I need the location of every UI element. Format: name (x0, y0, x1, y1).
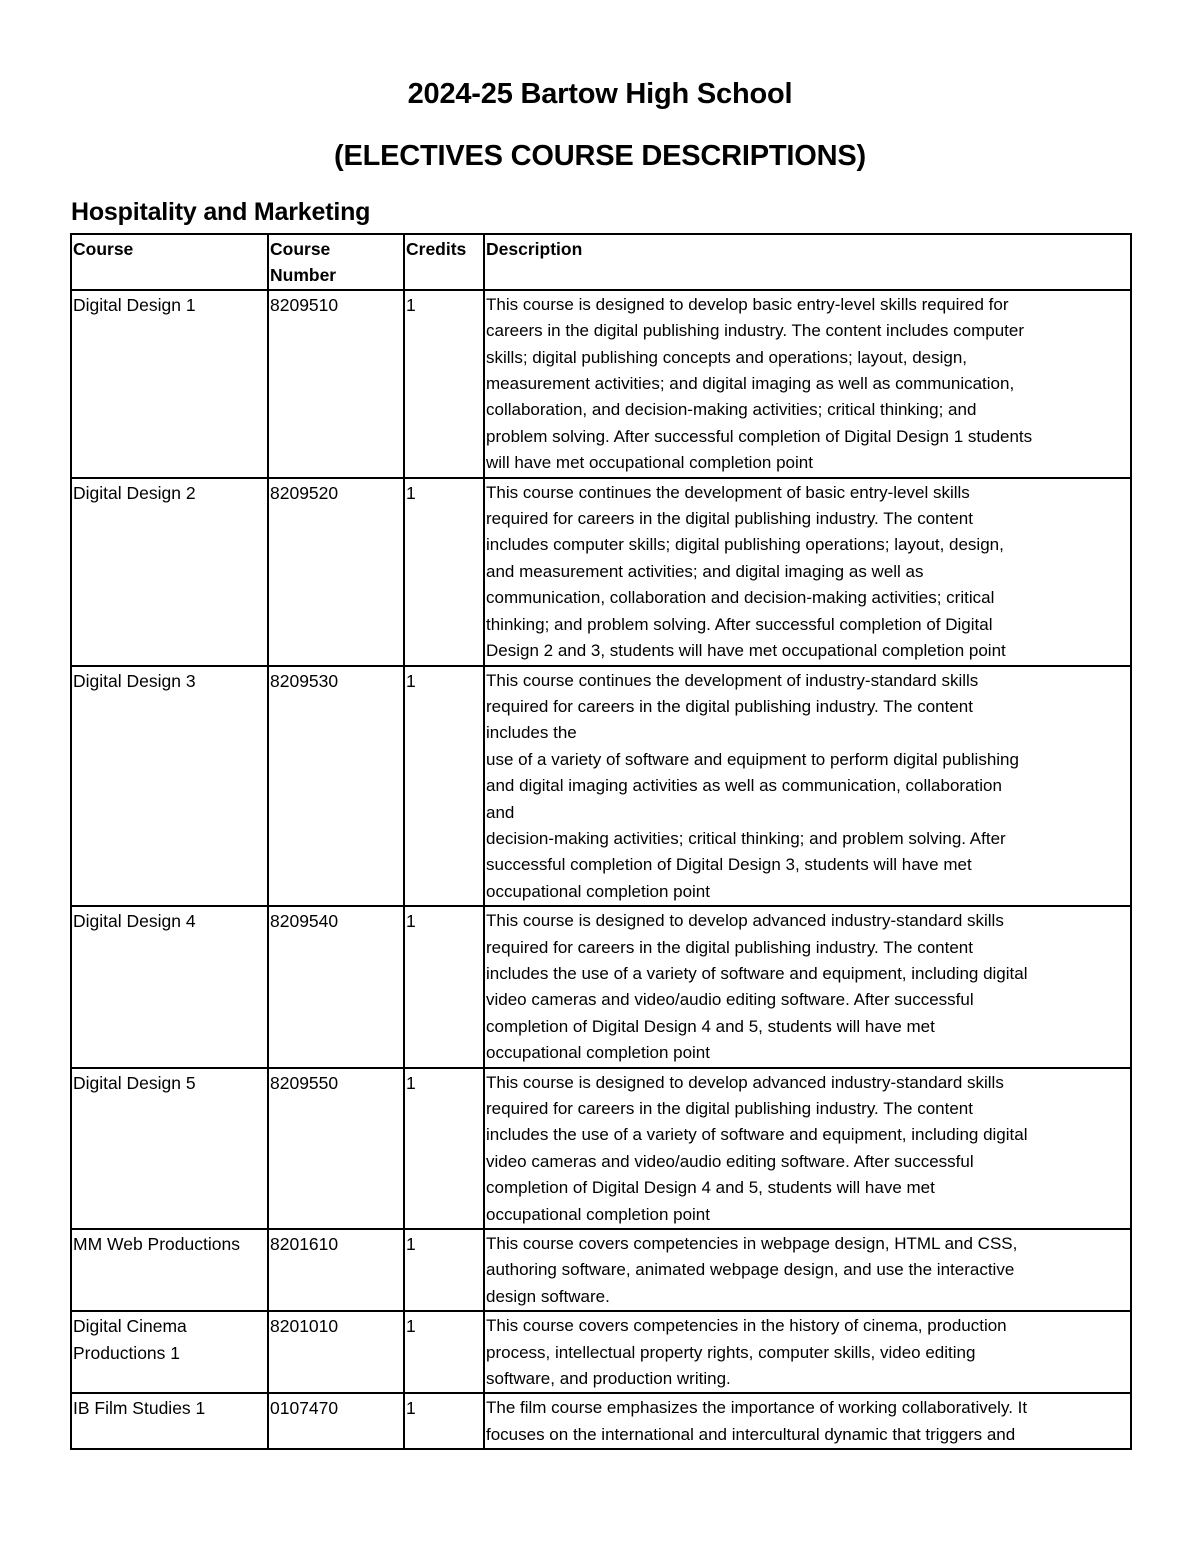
description-line: occupational completion point (486, 1204, 710, 1224)
description-line: required for careers in the digital publishing industry. The content (486, 937, 973, 957)
cell-description (484, 1068, 1131, 1229)
description-line: skills; digital publishing concepts and operations; layout, design, (486, 347, 968, 367)
cell-course-number: 8209540 (268, 906, 404, 1067)
cell-credits: 1 (404, 1068, 484, 1229)
description-line: and measurement activities; and digital imaging as well as (486, 561, 924, 581)
cell-credits: 1 (404, 1229, 484, 1311)
cell-description (484, 666, 1131, 907)
header-course: Course (71, 234, 268, 290)
cell-credits: 1 (404, 1311, 484, 1393)
cell-course-name: Digital Design 2 (71, 478, 268, 666)
header-credits: Credits (404, 234, 484, 290)
description-line: includes the use of a variety of software and equipment, including digital (486, 963, 1028, 983)
section-heading: Hospitality and Marketing (71, 198, 371, 226)
cell-course-number: 8209510 (268, 290, 404, 478)
description-line: communication, collaboration and decision-making activities; critical (486, 588, 995, 608)
cell-course-number: 8201610 (268, 1229, 404, 1311)
description-line: will have met occupational completion point (486, 453, 813, 473)
description-line: design software. (486, 1286, 610, 1306)
table-row (71, 1393, 1131, 1449)
description-line: successful completion of Digital Design 3, students will have met (486, 855, 972, 875)
description-line: authoring software, animated webpage design, and use the interactive (486, 1260, 1015, 1280)
cell-course-number: 8209520 (268, 478, 404, 666)
description-line: process, intellectual property rights, computer skills, video editing (486, 1342, 976, 1362)
description-line: includes the (486, 723, 577, 743)
description-line: and digital imaging activities as well as communication, collaboration (486, 776, 1002, 796)
cell-credits: 1 (404, 1393, 484, 1449)
header-description: Description (484, 234, 1131, 290)
description-line: focuses on the international and intercultural dynamic that triggers and (486, 1424, 1016, 1444)
header-course-number-line1: Course (270, 239, 331, 259)
cell-course-name: MM Web Productions (71, 1229, 268, 1311)
courses-table (70, 233, 1132, 1450)
header-course-number (268, 234, 404, 290)
description-line: use of a variety of software and equipment to perform digital publishing (486, 749, 1019, 769)
table-row (71, 666, 1131, 907)
description-line: software, and production writing. (486, 1369, 731, 1389)
description-line: This course continues the development of industry-standard skills (486, 670, 979, 690)
cell-course-name: Digital Design 5 (71, 1068, 268, 1229)
description-line: careers in the digital publishing industry. The content includes computer (486, 321, 1025, 341)
description-line: completion of Digital Design 4 and 5, students will have met (486, 1178, 935, 1198)
table-row (71, 1311, 1131, 1393)
description-line: This course continues the development of basic entry-level skills (486, 482, 970, 502)
table-row (71, 1068, 1131, 1229)
cell-course-number: 8201010 (268, 1311, 404, 1393)
cell-description (484, 1311, 1131, 1393)
description-line: Design 2 and 3, students will have met occupational completion point (486, 641, 1006, 661)
description-line: thinking; and problem solving. After successful completion of Digital (486, 614, 993, 634)
cell-credits: 1 (404, 478, 484, 666)
cell-course-name: Digital Design 1 (71, 290, 268, 478)
description-line: and (486, 802, 515, 822)
cell-course-name: Digital Cinema Productions 1 (71, 1311, 268, 1393)
description-line: This course is designed to develop advanced industry-standard skills (486, 911, 1004, 931)
description-line: completion of Digital Design 4 and 5, students will have met (486, 1016, 935, 1036)
cell-course-number: 8209550 (268, 1068, 404, 1229)
description-line: measurement activities; and digital imaging as well as communication, (486, 374, 1015, 394)
description-line: This course is designed to develop advanced industry-standard skills (486, 1072, 1004, 1092)
description-line: occupational completion point (486, 1043, 710, 1063)
cell-course-name: Digital Design 4 (71, 906, 268, 1067)
description-line: includes computer skills; digital publishing operations; layout, design, (486, 535, 1004, 555)
cell-description (484, 906, 1131, 1067)
cell-course-name: IB Film Studies 1 (71, 1393, 268, 1449)
description-line: This course is designed to develop basic entry-level skills required for (486, 294, 1009, 314)
cell-course-name: Digital Design 3 (71, 666, 268, 907)
cell-description (484, 1229, 1131, 1311)
document-title: 2024-25 Bartow High School (407, 78, 793, 110)
description-line: collaboration, and decision-making activities; critical thinking; and (486, 400, 977, 420)
cell-course-number: 0107470 (268, 1393, 404, 1449)
description-line: decision-making activities; critical thinking; and problem solving. After (486, 828, 1006, 848)
description-line: occupational completion point (486, 881, 710, 901)
description-line: required for careers in the digital publishing industry. The content (486, 696, 973, 716)
description-line: includes the use of a variety of software and equipment, including digital (486, 1125, 1028, 1145)
description-line: problem solving. After successful completion of Digital Design 1 students (486, 426, 1033, 446)
description-line: This course covers competencies in the history of cinema, production (486, 1316, 1007, 1336)
cell-description (484, 478, 1131, 666)
description-line: The film course emphasizes the importance of working collaboratively. It (486, 1398, 1028, 1418)
cell-credits: 1 (404, 290, 484, 478)
cell-description (484, 1393, 1131, 1449)
header-course-number-line2: Number (270, 265, 337, 286)
table-row (71, 906, 1131, 1067)
cell-course-number: 8209530 (268, 666, 404, 907)
description-line: video cameras and video/audio editing software. After successful (486, 1151, 974, 1171)
description-line: required for careers in the digital publishing industry. The content (486, 509, 973, 529)
description-line: This course covers competencies in webpage design, HTML and CSS, (486, 1234, 1018, 1254)
cell-credits: 1 (404, 666, 484, 907)
description-line: video cameras and video/audio editing software. After successful (486, 990, 974, 1010)
table-row (71, 478, 1131, 666)
cell-description (484, 290, 1131, 478)
table-header-row (71, 234, 1131, 290)
cell-credits: 1 (404, 906, 484, 1067)
document-subtitle: (ELECTIVES COURSE DESCRIPTIONS) (334, 140, 866, 172)
description-line: required for careers in the digital publishing industry. The content (486, 1099, 973, 1118)
table-row (71, 290, 1131, 478)
table-row (71, 1229, 1131, 1311)
